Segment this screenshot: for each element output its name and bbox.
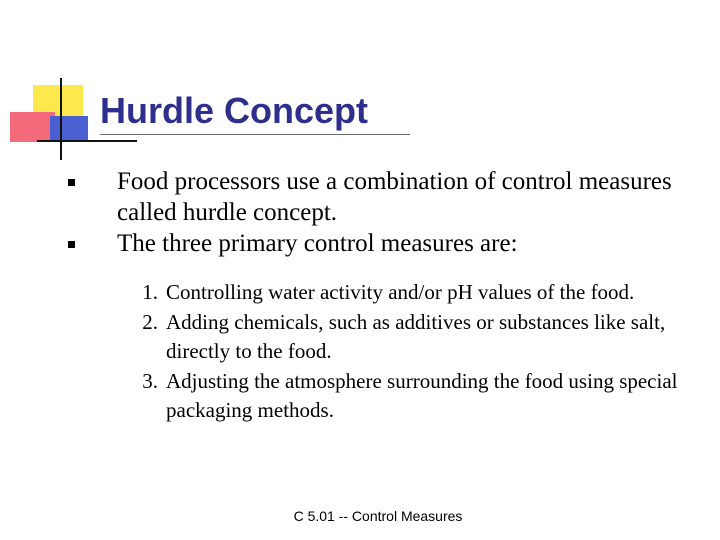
item-number: 2. — [142, 309, 158, 334]
numbered-item — [118, 367, 678, 426]
logo-vertical-line — [60, 78, 62, 160]
item-text: Adjusting the atmosphere surrounding the food using special packaging methods. — [166, 368, 678, 422]
logo-horizontal-line — [37, 140, 137, 142]
bullet-text: The three primary control measures are: — [117, 230, 518, 257]
numbered-item — [118, 308, 678, 367]
item-number: 3. — [142, 368, 158, 393]
item-number: 1. — [142, 280, 158, 304]
bullet-item — [68, 166, 688, 228]
numbered-item — [118, 278, 678, 308]
logo-blue-square — [50, 116, 88, 142]
bullet-item — [68, 228, 688, 259]
logo-pink-square — [10, 112, 55, 142]
slide-title: Hurdle Concept — [100, 90, 369, 131]
title-rule — [100, 134, 410, 135]
square-bullet-icon — [68, 179, 75, 186]
square-bullet-icon — [68, 241, 75, 248]
bullet-text: Food processors use a combination of control measures called hurdle concept. — [117, 168, 672, 226]
item-text: Adding chemicals, such as additives or substances like salt, directly to the food. — [166, 309, 666, 363]
slide-footer: C 5.01 -- Control Measures — [293, 508, 463, 524]
bullet-list — [68, 166, 688, 259]
numbered-list — [118, 278, 678, 426]
item-text: Controlling water activity and/or pH values of the food. — [166, 280, 635, 304]
